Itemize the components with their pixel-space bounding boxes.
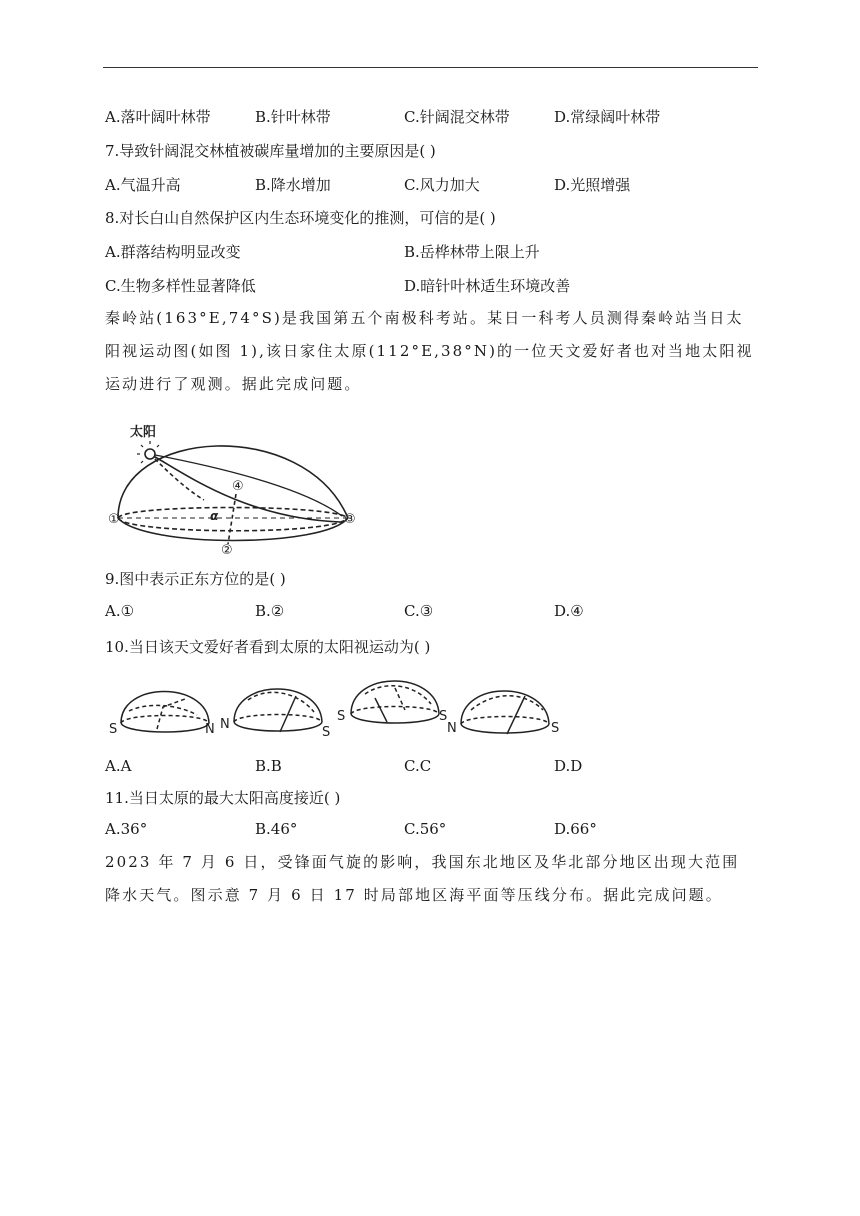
q10-d-right-label: S: [551, 721, 560, 736]
q10-c-right-label: S: [439, 709, 448, 724]
q9-stem: 9.图中表示正东方位的是( ): [105, 570, 286, 588]
q10-b-left-label: N: [220, 717, 230, 732]
header-rule: [103, 67, 758, 68]
q10-diagram-b: [218, 678, 336, 742]
q10-d-left-label: N: [447, 721, 457, 736]
q10-option-b[interactable]: B.B: [255, 757, 282, 775]
point-3-label: ③: [344, 512, 356, 527]
q10-a-right-label: N: [205, 722, 215, 737]
passage-1-line-2: 阳视运动图(如图 1),该日家住太原(112°E,38°N)的一位天文爱好者也对当地太阳视: [105, 342, 754, 360]
point-4-label: ④: [232, 479, 244, 494]
figure-1-sun-path: [104, 408, 366, 558]
q10-option-a[interactable]: A.A: [105, 757, 132, 775]
q7-option-b[interactable]: B.降水增加: [255, 176, 331, 194]
q11-option-a[interactable]: A.36°: [105, 820, 148, 838]
q7-option-d[interactable]: D.光照增强: [554, 176, 631, 194]
passage-1-line-1: 秦岭站(163°E,74°S)是我国第五个南极科考站。某日一科考人员测得秦岭站当日太: [105, 309, 744, 327]
q10-diagram-c: [335, 668, 453, 732]
q7-option-a[interactable]: A.气温升高: [105, 176, 181, 194]
q10-option-d[interactable]: D.D: [554, 757, 583, 775]
passage-2: [105, 846, 757, 912]
passage-1-line-3: 运动进行了观测。据此完成问题。: [105, 375, 362, 393]
point-1-label: ①: [108, 512, 120, 527]
q6-option-b[interactable]: B.针叶林带: [255, 108, 331, 126]
q11-stem: 11.当日太原的最大太阳高度接近( ): [105, 789, 341, 807]
q8-option-c[interactable]: C.生物多样性显著降低: [105, 277, 256, 295]
q9-option-a[interactable]: A.①: [105, 602, 135, 620]
passage-2-line-2: 降水天气。图示意 7 月 6 日 17 时局部地区海平面等压线分布。据此完成问题。: [105, 886, 723, 904]
q9-option-d[interactable]: D.④: [554, 602, 584, 620]
q8-option-b[interactable]: B.岳桦林带上限上升: [404, 243, 540, 261]
q10-stem: 10.当日该天文爱好者看到太原的太阳视运动为( ): [105, 638, 431, 656]
q8-option-d[interactable]: D.暗针叶林适生环境改善: [404, 277, 571, 295]
q10-b-right-label: S: [322, 725, 331, 740]
angle-label: α: [210, 509, 219, 523]
q6-option-d[interactable]: D.常绿阔叶林带: [554, 108, 661, 126]
q7-stem: 7.导致针阔混交林植被碳库量增加的主要原因是( ): [105, 142, 436, 160]
q9-option-c[interactable]: C.③: [404, 602, 434, 620]
sun-icon: [145, 449, 155, 459]
q11-option-c[interactable]: C.56°: [404, 820, 447, 838]
q8-stem: 8.对长白山自然保护区内生态环境变化的推测，可信的是( ): [105, 209, 496, 227]
sun-label: 太阳: [130, 425, 157, 440]
passage-1: [105, 302, 757, 401]
q10-c-left-label: S: [337, 709, 346, 724]
q10-diagram-a: [105, 683, 223, 743]
q11-option-d[interactable]: D.66°: [554, 820, 597, 838]
q10-diagram-d: [445, 680, 565, 744]
q9-option-b[interactable]: B.②: [255, 602, 285, 620]
q8-option-a[interactable]: A.群落结构明显改变: [105, 243, 241, 261]
point-2-label: ②: [221, 543, 233, 558]
q6-option-a[interactable]: A.落叶阔叶林带: [105, 108, 211, 126]
q7-option-c[interactable]: C.风力加大: [404, 176, 480, 194]
q6-option-c[interactable]: C.针阔混交林带: [404, 108, 510, 126]
q10-a-left-label: S: [109, 722, 118, 737]
q10-option-c[interactable]: C.C: [404, 757, 432, 775]
q11-option-b[interactable]: B.46°: [255, 820, 298, 838]
passage-2-line-1: 2023 年 7 月 6 日，受锋面气旋的影响，我国东北地区及华北部分地区出现大范围: [105, 853, 740, 871]
